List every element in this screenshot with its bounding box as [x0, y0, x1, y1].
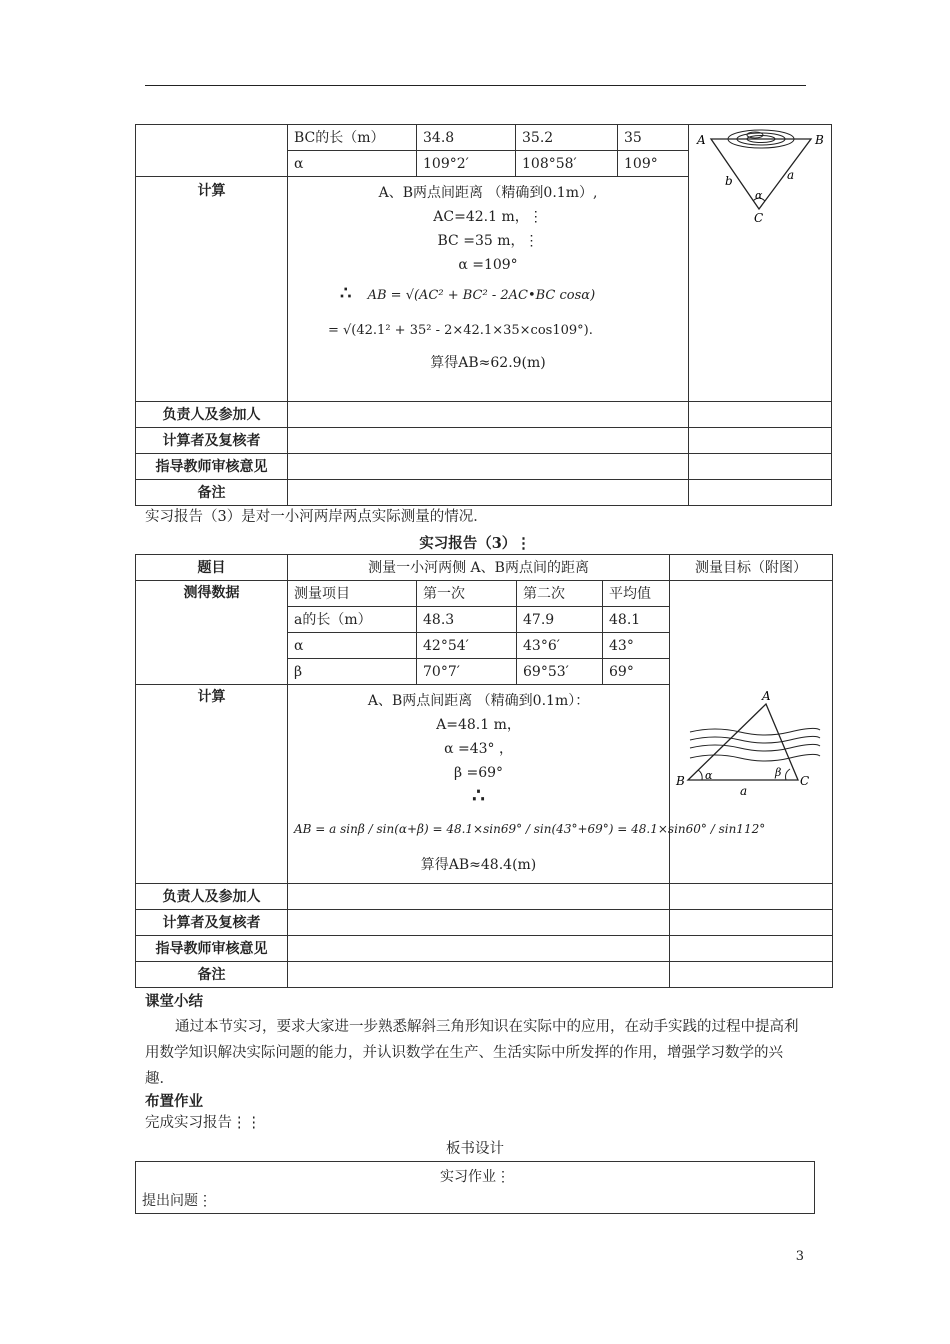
measure-item: α — [288, 151, 417, 177]
value-first: 34.8 — [417, 125, 516, 151]
calc-content — [288, 177, 689, 402]
footer-label: 负责人及参加人 — [136, 884, 288, 910]
calc-label: 计算 — [136, 177, 288, 402]
figure-label-a-point: A — [762, 689, 771, 703]
calc-label: 计算 — [136, 685, 288, 884]
footer-value — [288, 962, 670, 988]
measure-item: α — [288, 633, 417, 659]
footer-extra — [689, 480, 832, 506]
value-first: 42°54′ — [417, 633, 517, 659]
intro-report3: 实习报告（3）是对一小河两岸两点实际测量的情况． — [145, 509, 488, 525]
figure-label-beta: β — [775, 766, 782, 779]
col-head-item: 测量项目 — [288, 581, 417, 607]
footer-extra — [689, 454, 832, 480]
figure-label-c-point: C — [800, 774, 810, 788]
figure-label-c-point: C — [754, 211, 764, 225]
footer-label: 指导教师审核意见 — [136, 936, 288, 962]
footer-extra — [670, 884, 833, 910]
value-second: 69°53′ — [517, 659, 603, 685]
footer-label: 备注 — [136, 480, 288, 506]
figure-cell — [670, 581, 833, 884]
value-first: 48.3 — [417, 607, 517, 633]
value-second: 43°6′ — [517, 633, 603, 659]
footer-extra — [670, 962, 833, 988]
therefore-symbol: ∴ — [472, 783, 485, 807]
footer-value — [288, 884, 670, 910]
figure-label-a-point: A — [697, 133, 706, 147]
footer-value — [288, 454, 689, 480]
footer-label: 计算者及复核者 — [136, 428, 288, 454]
footer-value — [288, 936, 670, 962]
figure-cell — [689, 125, 832, 402]
figure-label-alpha: α — [755, 189, 763, 202]
measure-item: a的长（m） — [288, 607, 417, 633]
header-rule — [145, 85, 806, 86]
board-title: 板书设计 — [446, 1141, 504, 1157]
value-second: 35.2 — [516, 125, 618, 151]
value-second: 47.9 — [517, 607, 603, 633]
footer-label: 计算者及复核者 — [136, 910, 288, 936]
footer-value — [288, 428, 689, 454]
formula-line-1: AB = √(AC² + BC² - 2AC•BC cosα) — [367, 288, 596, 303]
calc-line: A=48.1 m， — [436, 717, 521, 733]
col-head-first: 第一次 — [417, 581, 517, 607]
header-topic-value: 测量一小河两侧 A、B两点间的距离 — [288, 555, 670, 581]
footer-value — [288, 910, 670, 936]
triangle-diagram — [689, 125, 832, 225]
value-average: 109° — [618, 151, 689, 177]
page-number: 3 — [795, 1249, 804, 1264]
footer-label: 负责人及参加人 — [136, 402, 288, 428]
summary-text: 通过本节实习，要求大家进一步熟悉解斜三角形知识在实际中的应用，在动手实践的过程中提高利用数学知识解决实际问题的能力，并认识数学在生产、生活实际中所发挥的作用，增强学习数学的兴趣． — [145, 1019, 799, 1087]
value-average: 69° — [603, 659, 670, 685]
calc-line: α =109° — [458, 257, 518, 273]
footer-value — [288, 480, 689, 506]
board-row-2: 提出问题⋮ — [142, 1193, 212, 1209]
board-row-1: 实习作业⋮ — [440, 1169, 510, 1185]
header-figure-label: 测量目标（附图） — [670, 555, 833, 581]
value-average: 35 — [618, 125, 689, 151]
figure-label-alpha: α — [705, 769, 713, 782]
calc-result: 算得AB≈48.4(m) — [420, 857, 537, 873]
calc-line: A、B两点间距离 （精确到0.1m）： — [367, 693, 590, 709]
calc-line: AC=42.1 m，⋮ — [433, 209, 543, 225]
calc-line: BC =35 m，⋮ — [437, 233, 539, 249]
footer-value — [288, 402, 689, 428]
measure-item: β — [288, 659, 417, 685]
value-first: 70°7′ — [417, 659, 517, 685]
homework-heading: 布置作业 — [145, 1093, 203, 1110]
therefore-symbol: ∴ — [340, 283, 352, 304]
footer-label: 指导教师审核意见 — [136, 454, 288, 480]
figure-label-side-a: a — [787, 168, 795, 182]
river-triangle-diagram — [670, 640, 833, 820]
figure-label-side-a: a — [740, 784, 748, 798]
formula: AB = a sinβ / sin(α+β) = 48.1×sin69° / sin(43°+69°) = 48.1×sin60° / sin112° — [294, 822, 766, 836]
col-head-second: 第二次 — [517, 581, 603, 607]
value-second: 108°58′ — [516, 151, 618, 177]
report3-table — [135, 554, 833, 988]
data-label: 测得数据 — [136, 581, 288, 685]
value-first: 109°2′ — [417, 151, 516, 177]
calc-line: A、B两点间距离 （精确到0.1m）, — [378, 185, 598, 201]
board-table — [135, 1161, 815, 1214]
footer-extra — [670, 910, 833, 936]
summary-heading: 课堂小结 — [145, 993, 203, 1010]
homework-text: 完成实习报告⋮⋮ — [145, 1115, 261, 1131]
blank-label-cell — [136, 125, 288, 177]
report2-table — [135, 124, 832, 506]
footer-extra — [689, 402, 832, 428]
value-average: 48.1 — [603, 607, 670, 633]
calc-result: 算得AB≈62.9(m) — [430, 355, 546, 371]
calc-content — [288, 685, 766, 884]
figure-label-side-b: b — [725, 174, 733, 188]
measure-item: BC的长（m） — [288, 125, 417, 151]
footer-extra — [670, 936, 833, 962]
header-topic-label: 题目 — [136, 555, 288, 581]
figure-label-b-point: B — [815, 133, 824, 147]
calc-line: α =43° ， — [444, 741, 513, 757]
formula-line-2: = √(42.1² + 35² - 2×42.1×35×cos109°). — [328, 323, 593, 338]
figure-label-b-point: B — [676, 774, 685, 788]
footer-extra — [689, 428, 832, 454]
value-average: 43° — [603, 633, 670, 659]
footer-label: 备注 — [136, 962, 288, 988]
calc-line: β =69° — [453, 765, 504, 781]
col-head-average: 平均值 — [603, 581, 670, 607]
report3-title: 实习报告（3）⋮ — [419, 535, 531, 552]
